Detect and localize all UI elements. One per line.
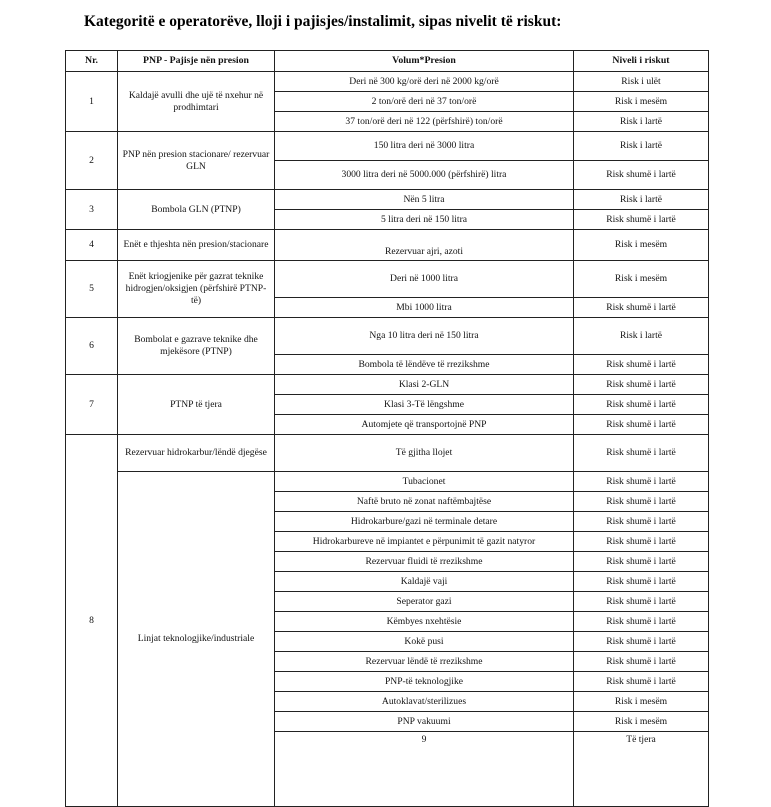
risk-cell: Risk shumë i lartë bbox=[574, 472, 709, 492]
header-equipment: PNP - Pajisje nën presion bbox=[118, 51, 275, 72]
risk-cell: Risk shumë i lartë bbox=[574, 435, 709, 472]
risk-cell: Risk shumë i lartë bbox=[574, 592, 709, 612]
risk-cell: Risk shumë i lartë bbox=[574, 492, 709, 512]
risk-cell: Risk shumë i lartë bbox=[574, 298, 709, 318]
table-row bbox=[66, 72, 709, 92]
volume-cell: Tubacionet bbox=[275, 472, 574, 492]
risk-cell: Risk shumë i lartë bbox=[574, 355, 709, 375]
volume-cell: Kokë pusi bbox=[275, 632, 574, 652]
header-volume-pressure: Volum*Presion bbox=[275, 51, 574, 72]
table-row bbox=[66, 435, 709, 472]
risk-cell: Risk shumë i lartë bbox=[574, 512, 709, 532]
volume-cell: 37 ton/orë deri në 122 (përfshirë) ton/orë bbox=[275, 112, 574, 132]
risk-cell: Risk shumë i lartë bbox=[574, 632, 709, 652]
risk-cell: Risk i lartë bbox=[574, 132, 709, 161]
volume-cell: 5 litra deri në 150 litra bbox=[275, 210, 574, 230]
risk-cell: Risk shumë i lartë bbox=[574, 532, 709, 552]
volume-cell: Kaldajë vaji bbox=[275, 572, 574, 592]
risk-cell: Risk shumë i lartë bbox=[574, 612, 709, 632]
table-row bbox=[66, 375, 709, 395]
risk-cell: Risk i mesëm bbox=[574, 92, 709, 112]
volume-cell: PNP-të teknologjike bbox=[275, 672, 574, 692]
equipment-cell: Enët e thjeshta nën presion/stacionare bbox=[118, 230, 275, 261]
table-row bbox=[66, 230, 709, 261]
volume-cell: PNP vakuumi bbox=[275, 712, 574, 732]
volume-cell: 3000 litra deri në 5000.000 (përfshirë) litra bbox=[275, 161, 574, 190]
equipment-cell: Enët kriogjenike për gazrat teknike hidrogjen/oksigjen (përfshirë PTNP-të) bbox=[118, 261, 275, 318]
equipment-cell: PNP nën presion stacionare/ rezervuar GLN bbox=[118, 132, 275, 190]
volume-cell: Autoklavat/sterilizues bbox=[275, 692, 574, 712]
risk-table bbox=[65, 50, 709, 807]
volume-cell: 150 litra deri në 3000 litra bbox=[275, 132, 574, 161]
volume-cell: Naftë bruto në zonat naftëmbajtëse bbox=[275, 492, 574, 512]
table-row bbox=[66, 472, 709, 492]
row-number: 2 bbox=[66, 132, 118, 190]
equipment-cell: Të tjera bbox=[574, 732, 709, 807]
risk-cell: Risk shumë i lartë bbox=[574, 415, 709, 435]
risk-cell: Risk shumë i lartë bbox=[574, 652, 709, 672]
row-number: 7 bbox=[66, 375, 118, 435]
volume-cell: Këmbyes nxehtësie bbox=[275, 612, 574, 632]
risk-cell: Risk i mesëm bbox=[574, 230, 709, 261]
volume-cell: 2 ton/orë deri në 37 ton/orë bbox=[275, 92, 574, 112]
table-row bbox=[66, 190, 709, 210]
volume-cell: Rezervuar ajri, azoti bbox=[275, 230, 574, 261]
row-number: 6 bbox=[66, 318, 118, 375]
volume-cell: Të gjitha llojet bbox=[275, 435, 574, 472]
row-number: 8 bbox=[66, 435, 118, 807]
row-number: 1 bbox=[66, 72, 118, 132]
risk-cell: Risk shumë i lartë bbox=[574, 672, 709, 692]
risk-cell: Risk shumë i lartë bbox=[574, 210, 709, 230]
volume-cell: Hidrokarbure/gazi në terminale detare bbox=[275, 512, 574, 532]
risk-cell: Risk i lartë bbox=[574, 190, 709, 210]
equipment-cell: Bombolat e gazrave teknike dhe mjekësore (PTNP) bbox=[118, 318, 275, 375]
volume-cell: Hidrokarbureve në impiantet e përpunimit të gazit natyror bbox=[275, 532, 574, 552]
table-row bbox=[66, 318, 709, 355]
volume-cell: Klasi 3-Të lëngshme bbox=[275, 395, 574, 415]
risk-cell: Risk shumë i lartë bbox=[574, 161, 709, 190]
risk-cell: Risk i lartë bbox=[574, 112, 709, 132]
risk-cell: Risk i lartë bbox=[574, 318, 709, 355]
volume-cell: Bombola të lëndëve të rrezikshme bbox=[275, 355, 574, 375]
risk-cell: Risk i mesëm bbox=[574, 261, 709, 298]
risk-cell: Risk shumë i lartë bbox=[574, 572, 709, 592]
equipment-cell: Kaldajë avulli dhe ujë të nxehur në prodhimtari bbox=[118, 72, 275, 132]
volume-cell: Rezervuar fluidi të rrezikshme bbox=[275, 552, 574, 572]
volume-cell: Klasi 2-GLN bbox=[275, 375, 574, 395]
row-number: 3 bbox=[66, 190, 118, 230]
volume-cell: Rezervuar lëndë të rrezikshme bbox=[275, 652, 574, 672]
volume-cell: Nën 5 litra bbox=[275, 190, 574, 210]
risk-cell: Risk shumë i lartë bbox=[574, 375, 709, 395]
volume-cell: Mbi 1000 litra bbox=[275, 298, 574, 318]
page-title: Kategoritë e operatorëve, lloji i pajisjes/instalimit, sipas nivelit të riskut: bbox=[84, 13, 562, 30]
row-number: 4 bbox=[66, 230, 118, 261]
volume-cell: Seperator gazi bbox=[275, 592, 574, 612]
risk-cell: Risk shumë i lartë bbox=[574, 552, 709, 572]
header-nr: Nr. bbox=[66, 51, 118, 72]
equipment-cell: Rezervuar hidrokarbur/lëndë djegëse bbox=[118, 435, 275, 472]
equipment-cell: Bombola GLN (PTNP) bbox=[118, 190, 275, 230]
volume-cell: Deri në 1000 litra bbox=[275, 261, 574, 298]
risk-cell: Risk i mesëm bbox=[574, 692, 709, 712]
table-row bbox=[66, 132, 709, 161]
risk-cell: Risk shumë i lartë bbox=[574, 395, 709, 415]
risk-cell: Risk i mesëm bbox=[574, 712, 709, 732]
row-number: 5 bbox=[66, 261, 118, 318]
equipment-cell: PTNP të tjera bbox=[118, 375, 275, 435]
header-risk-level: Niveli i riskut bbox=[574, 51, 709, 72]
equipment-cell: Linjat teknologjike/industriale bbox=[118, 472, 275, 807]
volume-cell: Deri në 300 kg/orë deri në 2000 kg/orë bbox=[275, 72, 574, 92]
risk-cell: Risk i ulët bbox=[574, 72, 709, 92]
volume-cell: Nga 10 litra deri në 150 litra bbox=[275, 318, 574, 355]
volume-cell: Automjete që transportojnë PNP bbox=[275, 415, 574, 435]
table-row bbox=[66, 261, 709, 298]
row-number: 9 bbox=[275, 732, 574, 807]
table-header-row bbox=[66, 51, 709, 72]
